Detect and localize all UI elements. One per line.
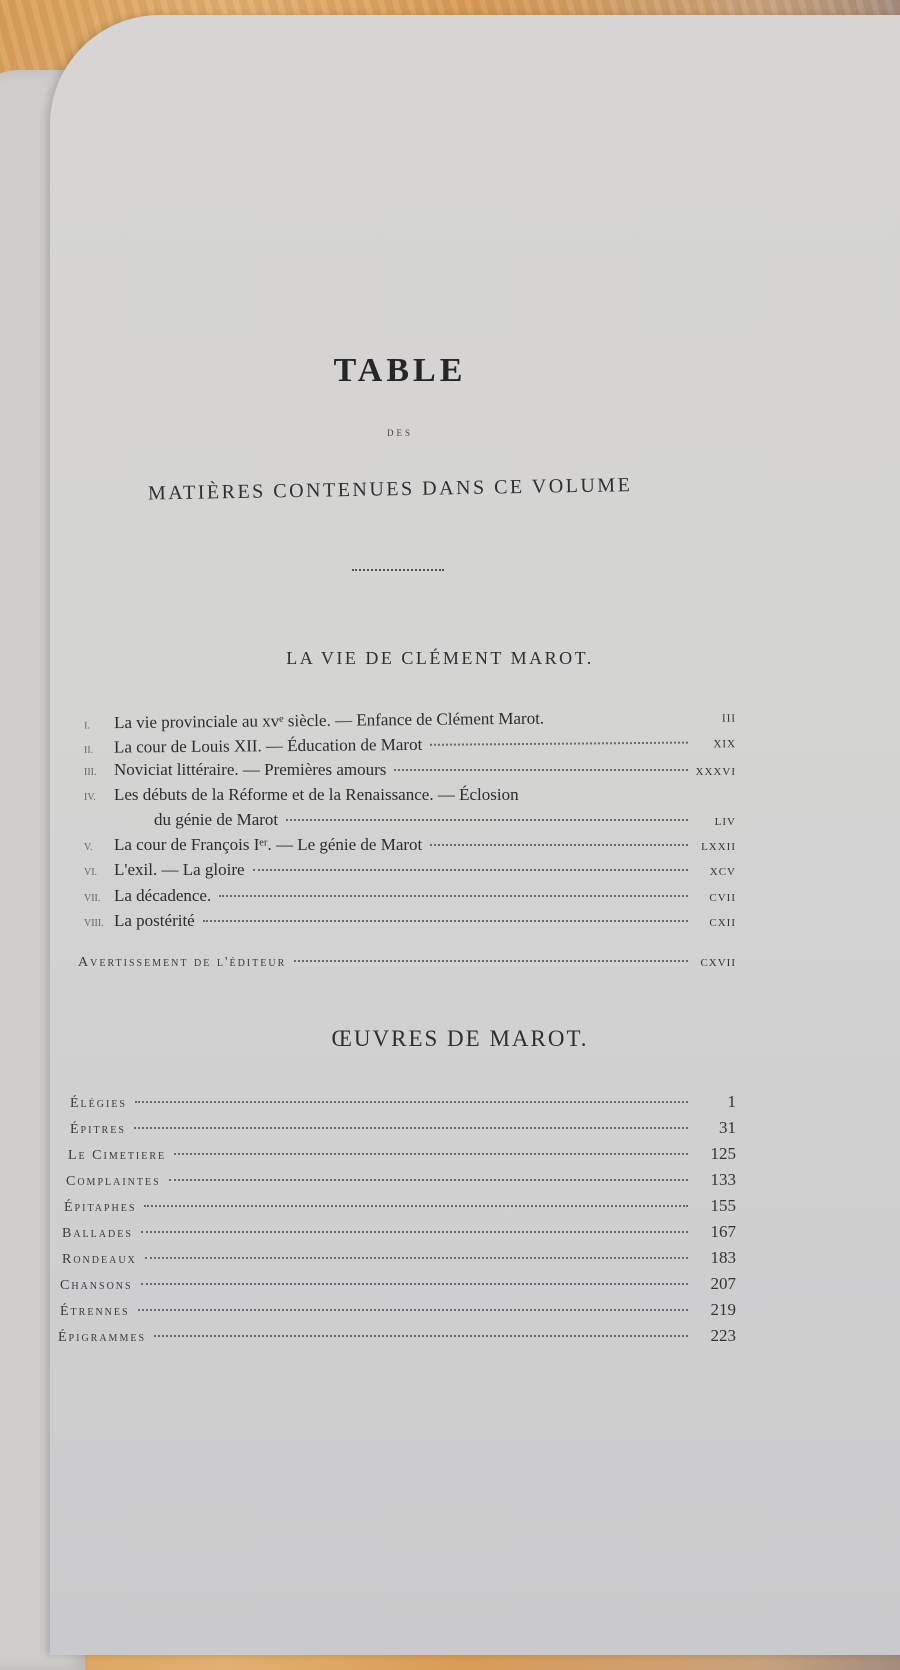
leader-dots (134, 1127, 688, 1129)
section-heading-vie: LA VIE DE CLÉMENT MAROT. (286, 648, 594, 668)
entry-page: 167 (710, 1222, 736, 1241)
entry-page: 1 (727, 1092, 736, 1111)
toc-entry-continuation (84, 810, 736, 830)
toc-entry (62, 1222, 736, 1242)
leader-dots (253, 869, 688, 871)
toc-entry (60, 1274, 736, 1294)
entry-page: 207 (710, 1274, 736, 1293)
entry-title: Les débuts de la Réforme et de la Renaissance. — Éclosion (114, 785, 519, 804)
entry-title: Avertissement de l'éditeur (78, 955, 287, 970)
entry-title: La postérité (114, 911, 195, 930)
entry-page: 155 (710, 1196, 736, 1215)
leader-dots (552, 718, 688, 719)
entry-title: L'exil. — La gloire (114, 860, 245, 879)
entry-title: Épitres (70, 1122, 126, 1137)
entry-page: CXII (709, 917, 736, 929)
toc-entry (84, 785, 736, 805)
entry-title: Chansons (60, 1278, 133, 1293)
toc-entry (70, 1118, 736, 1138)
leader-dots (286, 819, 688, 821)
entry-title: Le Cimetiere (68, 1148, 167, 1163)
page-title: TABLE (333, 352, 467, 389)
entry-page: CXVII (700, 957, 736, 969)
toc-entry (58, 1326, 736, 1346)
chapter-number: VII. (84, 893, 101, 904)
entry-page: LIV (714, 816, 736, 828)
leader-dots (145, 1257, 688, 1259)
chapter-number: IV. (84, 792, 96, 803)
page-subtitle: MATIÈRES CONTENUES DANS CE VOLUME (147, 474, 633, 505)
leader-dots (141, 1283, 688, 1285)
toc-entry (84, 732, 736, 758)
title-connector: DES (386, 428, 413, 438)
entry-title: Étrennes (60, 1304, 130, 1319)
entry-page: CVII (709, 892, 736, 904)
entry-title: Ballades (62, 1226, 133, 1241)
entry-page: XCV (709, 866, 736, 878)
toc-entry (64, 1196, 736, 1216)
leader-dots (430, 844, 688, 846)
toc-entry (84, 760, 736, 780)
entry-title: du génie de Marot (154, 810, 279, 829)
toc-entry (62, 1248, 736, 1268)
leader-dots (169, 1179, 688, 1181)
leader-dots (141, 1231, 688, 1233)
entry-page: 219 (710, 1300, 736, 1319)
chapter-number: VIII. (84, 918, 104, 929)
entry-page: XXXVI (695, 766, 736, 778)
leader-dots (219, 895, 688, 897)
leader-dots (430, 742, 688, 746)
entry-page: 133 (710, 1170, 736, 1189)
toc-entry (84, 707, 736, 734)
entry-title: Élégies (70, 1096, 127, 1111)
chapter-number: VI. (84, 867, 98, 878)
chapter-number: III. (84, 767, 97, 778)
leader-dots (135, 1101, 688, 1103)
entry-page: LXXII (701, 841, 736, 853)
chapter-number: I. (83, 720, 90, 732)
toc-entry-avertissement (78, 955, 736, 971)
leader-dots (203, 920, 688, 922)
entry-page: III (721, 712, 737, 725)
entry-page: 183 (710, 1248, 736, 1267)
entry-page: 31 (719, 1118, 736, 1137)
leader-dots (138, 1309, 688, 1311)
entry-page: 125 (710, 1144, 736, 1163)
section-heading-oeuvres: ŒUVRES DE MAROT. (331, 1026, 589, 1051)
decorative-divider (352, 569, 444, 571)
toc-entry (84, 835, 736, 855)
entry-title: Rondeaux (62, 1252, 137, 1267)
toc-entry (84, 886, 736, 906)
entry-title: La vie provinciale au xvᵉ siècle. — Enfance de Clément Marot. (113, 708, 545, 733)
toc-entry (70, 1092, 736, 1112)
toc-entry (60, 1300, 736, 1320)
entry-title: La cour de François Iᵉʳ. — Le génie de Marot (114, 835, 423, 854)
toc-entry (68, 1144, 736, 1164)
toc-entry (84, 860, 736, 880)
entry-title: La cour de Louis XII. — Éducation de Marot (113, 734, 423, 757)
leader-dots (154, 1335, 688, 1337)
leader-dots (394, 769, 687, 771)
leader-dots (144, 1205, 688, 1207)
leader-dots (294, 960, 688, 962)
entry-title: Complaintes (66, 1174, 161, 1189)
entry-title: La décadence. (114, 886, 212, 905)
toc-entry (66, 1170, 736, 1190)
toc-entry (84, 911, 736, 931)
entry-title: Épigrammes (58, 1330, 147, 1345)
entry-page: XIX (713, 738, 737, 751)
entry-page: 223 (710, 1326, 736, 1345)
entry-title: Épitaphes (64, 1200, 137, 1215)
chapter-number: II. (83, 744, 94, 756)
entry-title: Noviciat littéraire. — Premières amours (114, 760, 387, 779)
chapter-number: V. (84, 842, 93, 853)
leader-dots (174, 1153, 688, 1155)
